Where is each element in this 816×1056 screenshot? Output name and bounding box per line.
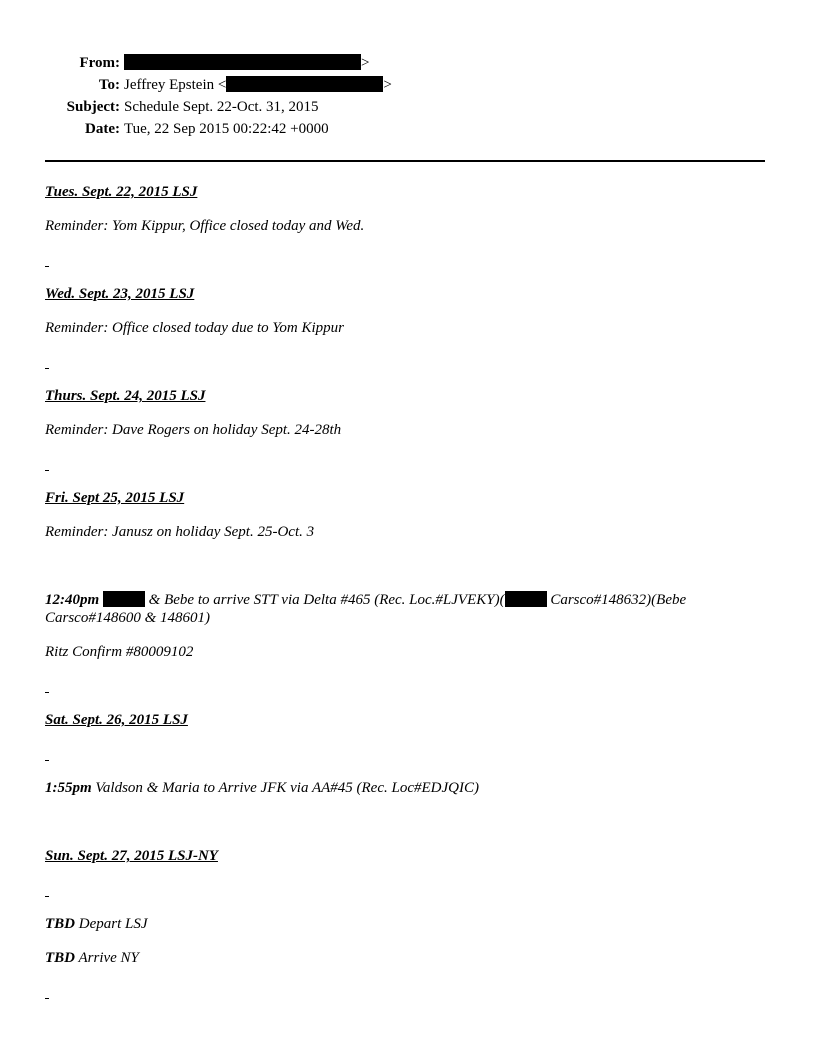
event-sun-depart (45, 915, 148, 933)
event-text: Depart LSJ (75, 916, 148, 932)
event-time: TBD (45, 950, 75, 966)
separator-mark (45, 760, 49, 761)
day-note-tues: Reminder: Yom Kippur, Office closed today and Wed. (45, 218, 365, 234)
day-heading-thurs: Thurs. Sept. 24, 2015 LSJ (45, 388, 206, 404)
event-time: 1:55pm (45, 780, 92, 796)
event-fri-arrival (45, 591, 765, 627)
from-label: From: (79, 55, 120, 71)
day-heading-sat: Sat. Sept. 26, 2015 LSJ (45, 712, 188, 728)
day-heading-sun: Sun. Sept. 27, 2015 LSJ-NY (45, 848, 218, 864)
subject-label: Subject: (66, 99, 120, 115)
event-text: Valdson & Maria to Arrive JFK via AA#45 (Rec. Loc#EDJQIC) (91, 780, 479, 796)
redacted-to-address (226, 76, 383, 92)
redacted-name (103, 591, 145, 607)
event-time: 12:40pm (45, 592, 100, 608)
redacted-name (505, 591, 547, 607)
event-time: TBD (45, 916, 75, 932)
day-heading-wed: Wed. Sept. 23, 2015 LSJ (45, 286, 195, 302)
event-text-cont2: Carsco#148600 & 148601) (45, 610, 210, 626)
date-label: Date: (85, 121, 120, 137)
to-name: Jeffrey Epstein < (124, 77, 227, 93)
to-label: To: (98, 77, 120, 93)
header-divider (45, 160, 765, 162)
ritz-confirm: Ritz Confirm #80009102 (45, 644, 194, 660)
event-text-cont: Carsco#148632)(Bebe (546, 592, 687, 608)
day-note-wed: Reminder: Office closed today due to Yom Kippur (45, 320, 344, 336)
separator-mark (45, 470, 49, 471)
redacted-from-address (124, 54, 361, 70)
to-value (124, 76, 392, 94)
separator-mark (45, 368, 49, 369)
event-sun-arrive (45, 949, 139, 967)
event-text: & Bebe to arrive STT via Delta #465 (Rec. Loc.#LJVEKY)( (144, 592, 505, 608)
day-heading-tues: Tues. Sept. 22, 2015 LSJ (45, 184, 198, 200)
date-value: Tue, 22 Sep 2015 00:22:42 +0000 (124, 121, 329, 137)
separator-mark (45, 692, 49, 693)
to-suffix: > (383, 77, 392, 93)
event-sat-arrival (45, 779, 479, 797)
day-note-fri: Reminder: Janusz on holiday Sept. 25-Oct. 3 (45, 524, 315, 540)
separator-mark (45, 998, 49, 999)
separator-mark (45, 896, 49, 897)
day-note-thurs: Reminder: Dave Rogers on holiday Sept. 24-28th (45, 422, 342, 438)
day-heading-fri: Fri. Sept 25, 2015 LSJ (45, 490, 185, 506)
from-suffix: > (361, 55, 370, 71)
separator-mark (45, 266, 49, 267)
subject-value: Schedule Sept. 22-Oct. 31, 2015 (124, 99, 319, 115)
event-text: Arrive NY (75, 950, 139, 966)
from-value (124, 54, 369, 72)
